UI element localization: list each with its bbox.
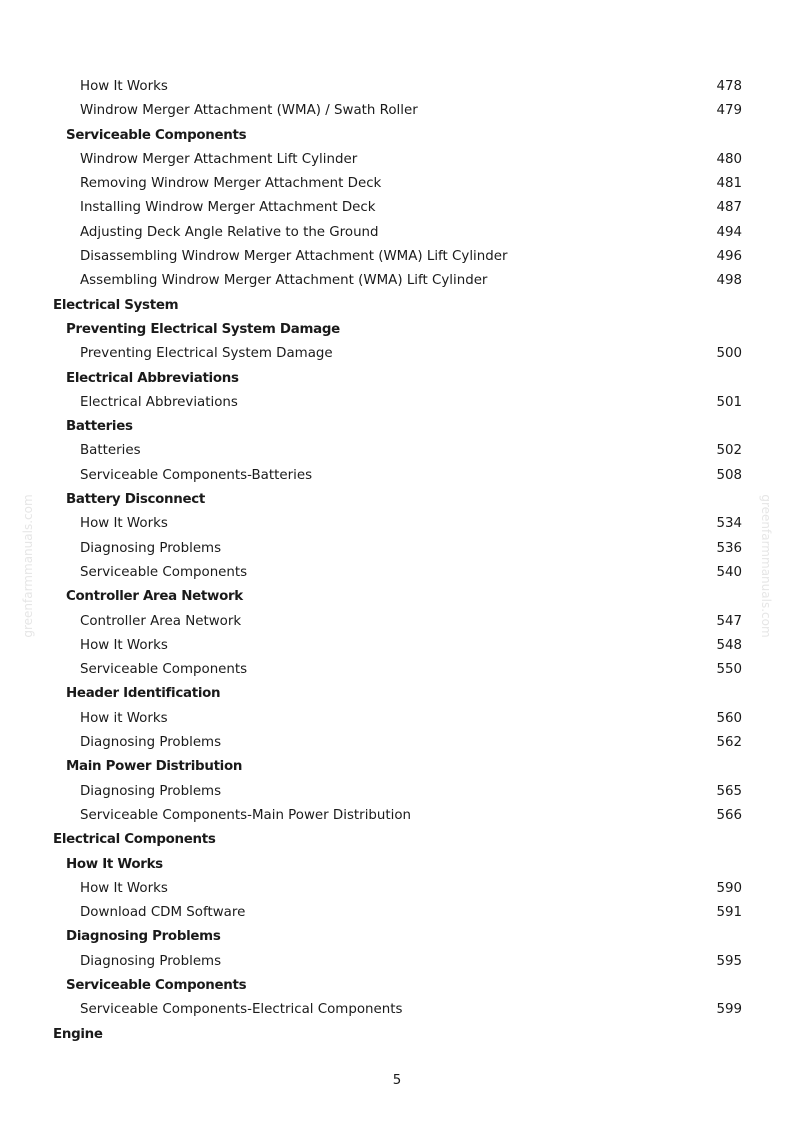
toc-entry-page: 501 [716, 394, 742, 410]
toc-entry-title: Main Power Distribution [66, 759, 243, 775]
toc-entry[interactable] [0, 221, 794, 245]
toc-entry[interactable] [0, 269, 794, 293]
toc-entry-title: Controller Area Network [80, 613, 242, 629]
toc-entry-title: Diagnosing Problems [66, 929, 221, 945]
toc-entry[interactable] [0, 658, 794, 682]
toc-entry-page: 480 [716, 151, 742, 167]
toc-entry[interactable] [0, 998, 794, 1022]
toc-entry-title: Header Identification [66, 686, 221, 702]
toc-entry-title: Assembling Windrow Merger Attachment (WMA) Lift Cylinder [80, 273, 488, 289]
toc-entry-page: 595 [716, 953, 742, 969]
toc-entry-title: Batteries [80, 443, 141, 459]
toc-entry[interactable] [0, 391, 794, 415]
toc-entry-title: Serviceable Components-Batteries [80, 467, 313, 483]
toc-entry-title: Serviceable Components [80, 564, 248, 580]
page-number: 5 [392, 1073, 402, 1088]
toc-section-heading[interactable] [0, 925, 794, 949]
toc-entry-page: 487 [716, 200, 742, 216]
toc-entry[interactable] [0, 196, 794, 220]
toc-entry-title: Windrow Merger Attachment (WMA) / Swath Roller [80, 103, 418, 119]
toc-entry-title: Engine [53, 1026, 103, 1042]
toc-entry-page: 478 [716, 79, 742, 94]
toc-section-heading[interactable] [0, 415, 794, 439]
toc-entry-page: 547 [716, 613, 742, 629]
toc-entry-title: Diagnosing Problems [80, 735, 222, 751]
toc-entry[interactable] [0, 537, 794, 561]
toc-entry-title: Serviceable Components [80, 662, 248, 678]
toc-entry-title: Battery Disconnect [66, 492, 206, 508]
toc-entry-page: 496 [716, 249, 742, 265]
toc-entry-title: Adjusting Deck Angle Relative to the Ground [80, 224, 379, 240]
watermark-right: greenfarmmanuals.com [759, 494, 773, 638]
toc-entry[interactable] [0, 342, 794, 366]
toc-entry-title: How It Works [80, 637, 168, 653]
toc-entry-page: 494 [716, 224, 742, 240]
toc-entry-page: 599 [716, 1002, 742, 1018]
toc-entry-page: 481 [716, 176, 742, 192]
toc-entry-page: 536 [716, 540, 742, 556]
toc-entry[interactable] [0, 780, 794, 804]
toc-entry-title: Electrical Abbreviations [66, 370, 239, 386]
toc-entry-page: 508 [716, 467, 742, 483]
toc-entry-page: 550 [716, 662, 742, 678]
toc-section-heading[interactable] [0, 853, 794, 877]
toc-entry-page: 498 [716, 273, 742, 289]
toc-entry-page: 590 [716, 880, 742, 896]
toc-entry[interactable] [0, 75, 794, 99]
toc-entry[interactable] [0, 99, 794, 123]
toc-entry[interactable] [0, 439, 794, 463]
toc-entry[interactable] [0, 610, 794, 634]
toc-section-heading[interactable] [0, 294, 794, 318]
toc-entry-title: How It Works [80, 880, 168, 896]
toc-section-heading[interactable] [0, 318, 794, 342]
toc-section-heading[interactable] [0, 488, 794, 512]
toc-entry-title: Removing Windrow Merger Attachment Deck [80, 176, 382, 192]
toc-section-heading[interactable] [0, 585, 794, 609]
toc-section-heading[interactable] [0, 1023, 794, 1047]
toc-section-heading[interactable] [0, 124, 794, 148]
toc-entry-page: 500 [716, 346, 742, 362]
toc-entry-page: 548 [716, 637, 742, 653]
table-of-contents [0, 75, 794, 1047]
toc-entry-title: How It Works [66, 856, 163, 872]
toc-entry[interactable] [0, 731, 794, 755]
toc-entry-page: 560 [716, 710, 742, 726]
toc-entry[interactable] [0, 561, 794, 585]
toc-entry-title: How it Works [80, 710, 168, 726]
toc-entry-page: 479 [716, 103, 742, 119]
toc-entry-title: Controller Area Network [66, 589, 243, 605]
toc-entry[interactable] [0, 901, 794, 925]
toc-entry-title: Electrical Components [53, 832, 216, 848]
toc-entry-title: Installing Windrow Merger Attachment Deck [80, 200, 376, 216]
toc-entry[interactable] [0, 464, 794, 488]
toc-entry-title: Windrow Merger Attachment Lift Cylinder [80, 151, 358, 167]
toc-entry-title: Preventing Electrical System Damage [80, 346, 333, 362]
toc-section-heading[interactable] [0, 755, 794, 779]
toc-entry-title: Electrical System [53, 297, 179, 313]
toc-entry-title: Diagnosing Problems [80, 953, 222, 969]
toc-entry-page: 540 [716, 564, 742, 580]
toc-section-heading[interactable] [0, 367, 794, 391]
toc-section-heading[interactable] [0, 828, 794, 852]
toc-entry-page: 562 [716, 735, 742, 751]
toc-entry-page: 591 [716, 905, 742, 921]
toc-entry-title: Serviceable Components-Main Power Distribution [80, 807, 412, 823]
toc-entry-page: 502 [716, 443, 742, 459]
toc-entry[interactable] [0, 245, 794, 269]
toc-entry[interactable] [0, 877, 794, 901]
toc-entry-page: 565 [716, 783, 742, 799]
toc-entry[interactable] [0, 634, 794, 658]
watermark-left: greenfarmmanuals.com [21, 494, 35, 638]
toc-entry-title: Serviceable Components [66, 127, 247, 143]
toc-entry-title: Diagnosing Problems [80, 540, 222, 556]
toc-entry-title: Download CDM Software [80, 905, 246, 921]
toc-entry-title: Disassembling Windrow Merger Attachment (WMA) Lift Cylinder [80, 249, 508, 265]
toc-entry-title: Batteries [66, 419, 133, 435]
toc-entry[interactable] [0, 148, 794, 172]
toc-entry-title: Preventing Electrical System Damage [66, 321, 340, 337]
toc-entry[interactable] [0, 950, 794, 974]
toc-entry-title: Diagnosing Problems [80, 783, 222, 799]
toc-section-heading[interactable] [0, 682, 794, 706]
toc-entry-page: 534 [716, 516, 742, 532]
toc-entry[interactable] [0, 512, 794, 536]
toc-entry[interactable] [0, 707, 794, 731]
toc-entry[interactable] [0, 804, 794, 828]
toc-entry[interactable] [0, 172, 794, 196]
toc-entry-title: Serviceable Components [66, 977, 247, 993]
toc-entry-title: How It Works [80, 516, 168, 532]
toc-section-heading[interactable] [0, 974, 794, 998]
toc-entry-page: 566 [716, 807, 742, 823]
toc-entry-title: Serviceable Components-Electrical Components [80, 1002, 403, 1018]
toc-entry-title: Electrical Abbreviations [80, 394, 238, 410]
toc-entry-title: How It Works [80, 79, 168, 94]
